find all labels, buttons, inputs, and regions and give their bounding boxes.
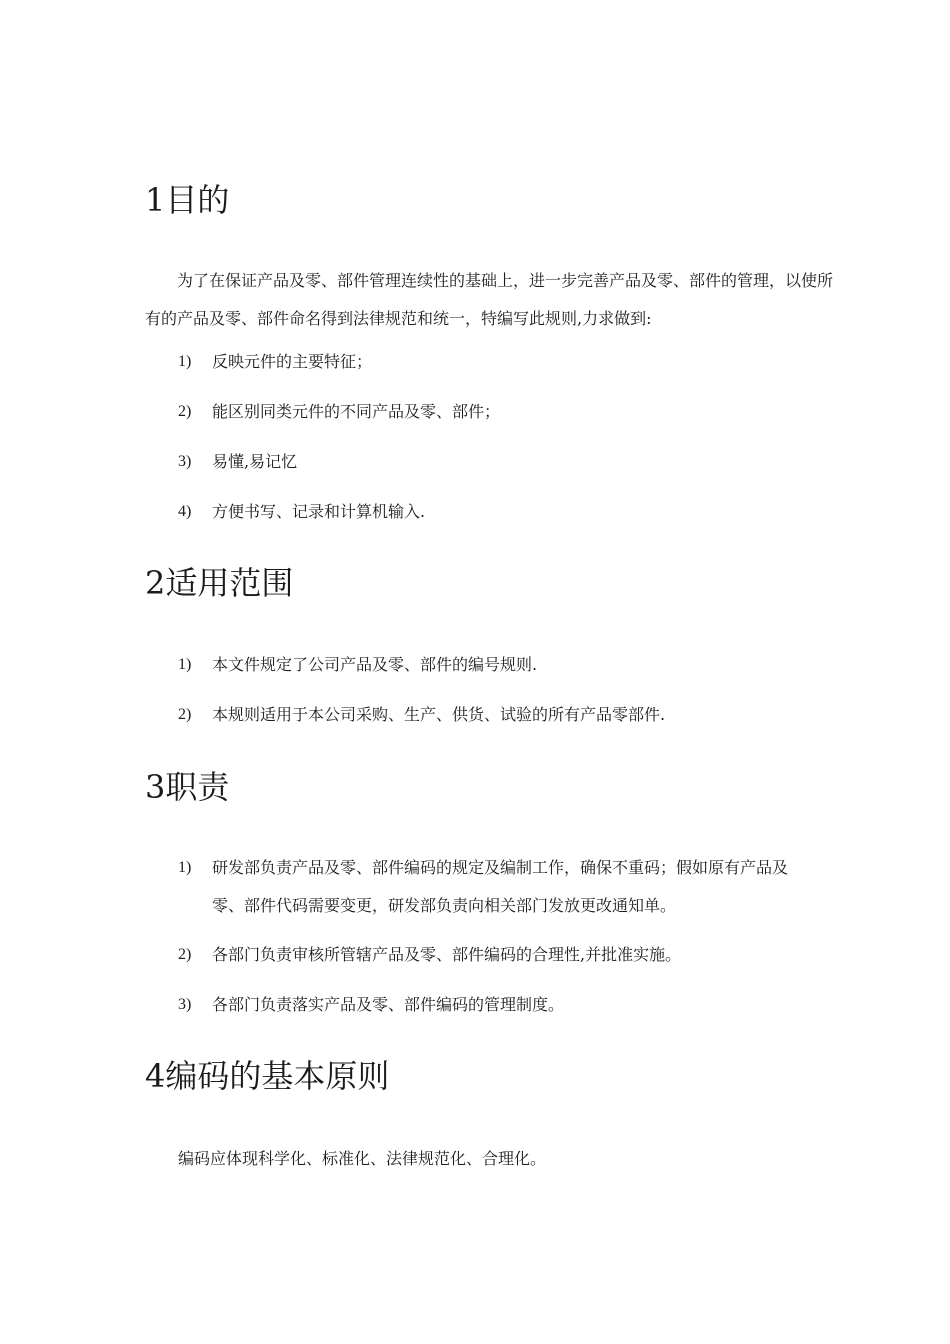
section-heading-coding-principles: 4编码的基本原则 [145,1057,390,1095]
list-text: 易懂,易记忆 [212,452,298,471]
section-heading-scope: 2适用范围 [145,564,294,602]
list-text: 能区别同类元件的不同产品及零、部件； [212,402,501,421]
list-text: 各部门负责落实产品及零、部件编码的管理制度。 [212,995,565,1014]
list-text: 本文件规定了公司产品及零、部件的编号规则. [212,655,538,674]
list-item [178,696,818,734]
list-number: 3) [178,996,192,1013]
list-number: 4) [178,503,192,520]
list-number: 1) [178,656,192,673]
list-text: 反映元件的主要特征； [212,352,373,371]
list-item [178,443,818,481]
list-text: 本规则适用于本公司采购、生产、供货、试验的所有产品零部件. [212,705,666,724]
section-intro-purpose: 为了在保证产品及零、部件管理连续性的基础上，进一步完善产品及零、部件的管理，以使所有的产品及零、部件命名得到法律规范和统一，特编写此规则,力求做到: [145,271,834,328]
section-intro-coding-principles: 编码应体现科学化、标准化、法律规范化、合理化。 [178,1149,547,1168]
list-number: 2) [178,706,192,723]
list-item [178,849,808,925]
list-number: 2) [178,403,192,420]
list-item [178,393,818,431]
list-item [178,646,818,684]
list-text: 各部门负责审核所管辖产品及零、部件编码的合理性,并批准实施。 [212,945,682,964]
list-number: 3) [178,453,192,470]
list-number: 1) [178,353,192,370]
list-number: 2) [178,946,192,963]
list-number: 1) [178,859,192,876]
list-item [178,343,818,381]
list-text: 研发部负责产品及零、部件编码的规定及编制工作，确保不重码；假如原有产品及零、部件代码需要变更，研发部负责向相关部门发放更改通知单。 [212,858,789,915]
list-item [178,493,818,531]
list-text: 方便书写、记录和计算机输入. [212,502,426,521]
list-item [178,936,818,974]
section-heading-purpose: 1目的 [145,181,230,219]
list-item [178,986,818,1024]
section-heading-responsibilities: 3职责 [145,768,230,806]
